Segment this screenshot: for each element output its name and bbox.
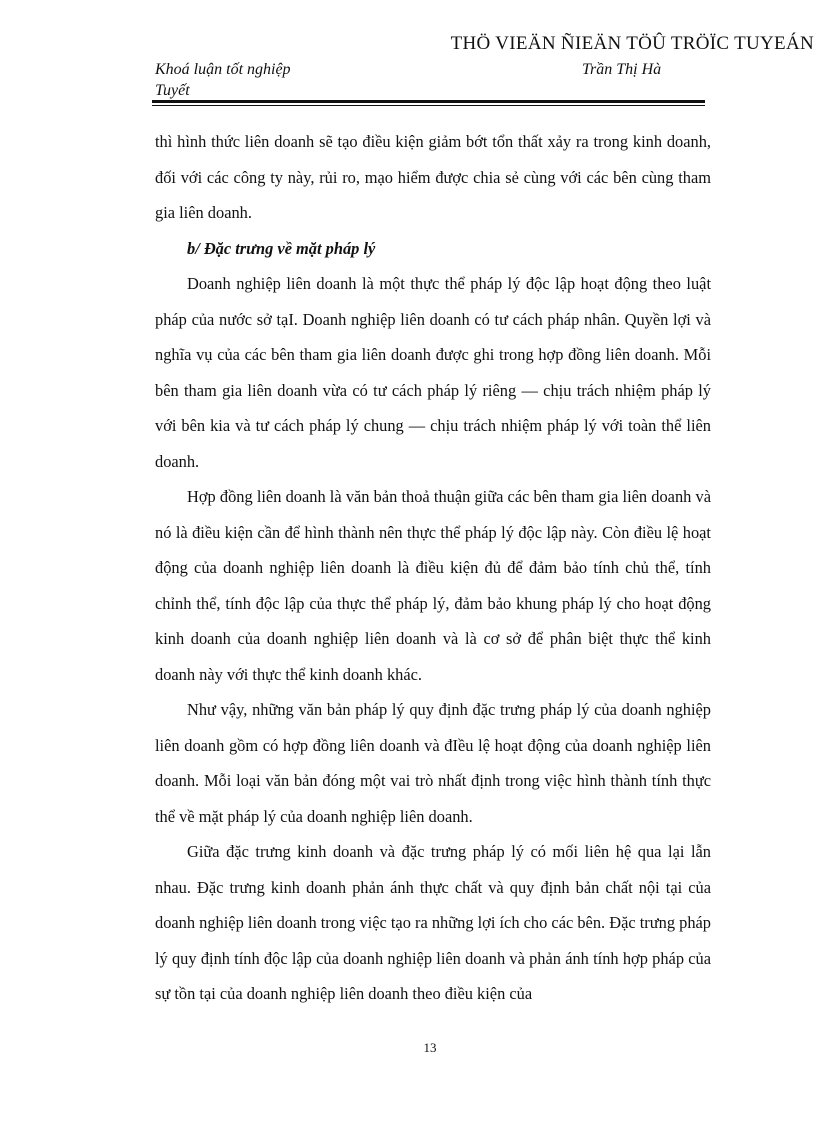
header-author-name: Trần Thị Hà bbox=[582, 61, 662, 78]
paragraph-legal-documents: Như vậy, những văn bản pháp lý quy định đặc trưng pháp lý của doanh nghiệp liên doanh gồm có hợp đồng liên doanh và đIều lệ hoạt động của doanh nghiệp liên doanh. Mỗi loại văn bản đóng một vai trò nhất định trong việc hình thành tính thực thể về mặt pháp lý của doanh nghiệp liên doanh. bbox=[155, 700, 711, 826]
section-subheading: b/ Đặc trưng về mặt pháp lý bbox=[187, 238, 376, 258]
paragraph-joint-venture-contract: Hợp đồng liên doanh là văn bản thoả thuận giữa các bên tham gia liên doanh và nó là điều kiện cần để hình thành nên thực thể pháp lý độc lập này. Còn điều lệ hoạt động của doanh nghiệp liên doanh là điều kiện đủ để đảm bảo tính chủ thể, tính chỉnh thể, tính độc lập của thực thể pháp lý, đảm bảo khung pháp lý cho hoạt động kinh doanh của doanh nghiệp liên doanh và là cơ sở để phân biệt thực thể kinh doanh này với thực thể kinh doanh khác. bbox=[155, 487, 711, 684]
paragraph-legal-entity: Doanh nghiệp liên doanh là một thực thể pháp lý độc lập hoạt động theo luật pháp của nước sở tạI. Doanh nghiệp liên doanh có tư cách pháp nhân. Quyền lợi và nghĩa vụ của các bên tham gia liên doanh được ghi trong hợp đồng liên doanh. Mỗi bên tham gia liên doanh vừa có tư cách pháp lý riêng — chịu trách nhiệm pháp lý với bên kia và tư cách pháp lý chung — chịu trách nhiệm pháp lý với toàn thể liên doanh. bbox=[155, 274, 711, 471]
header-divider-thin bbox=[152, 105, 705, 106]
paragraph-business-vs-legal: Giữa đặc trưng kinh doanh và đặc trưng pháp lý có mối liên hệ qua lại lẫn nhau. Đặc trưng kinh doanh phản ánh thực chất và quy định bản chất nội tại của doanh nghiệp liên doanh trong việc tạo ra những lợi ích cho các bên. Đặc trưng pháp lý quy định tính độc lập của doanh nghiệp liên doanh và phản ánh tính hợp pháp của sự tồn tại của doanh nghiệp liên doanh theo điều kiện của bbox=[155, 842, 711, 1003]
header-author-surname-continuation: Tuyết bbox=[155, 82, 190, 99]
header-divider-thick bbox=[152, 100, 705, 103]
page-number: 13 bbox=[423, 1040, 437, 1055]
paragraph-continuation: thì hình thức liên doanh sẽ tạo điều kiện giảm bớt tổn thất xảy ra trong kinh doanh, đối với các công ty này, rủi ro, mạo hiểm được chia sẻ cùng với các bên cùng tham gia liên doanh. bbox=[155, 132, 711, 222]
watermark-text: THÖ VIEÄN ÑIEÄN TÖÛ TRÖÏC TUYEÁN bbox=[450, 33, 814, 54]
header-thesis-label: Khoá luận tốt nghiệp bbox=[155, 61, 291, 78]
header-left bbox=[155, 59, 291, 101]
document-body bbox=[155, 124, 711, 1012]
